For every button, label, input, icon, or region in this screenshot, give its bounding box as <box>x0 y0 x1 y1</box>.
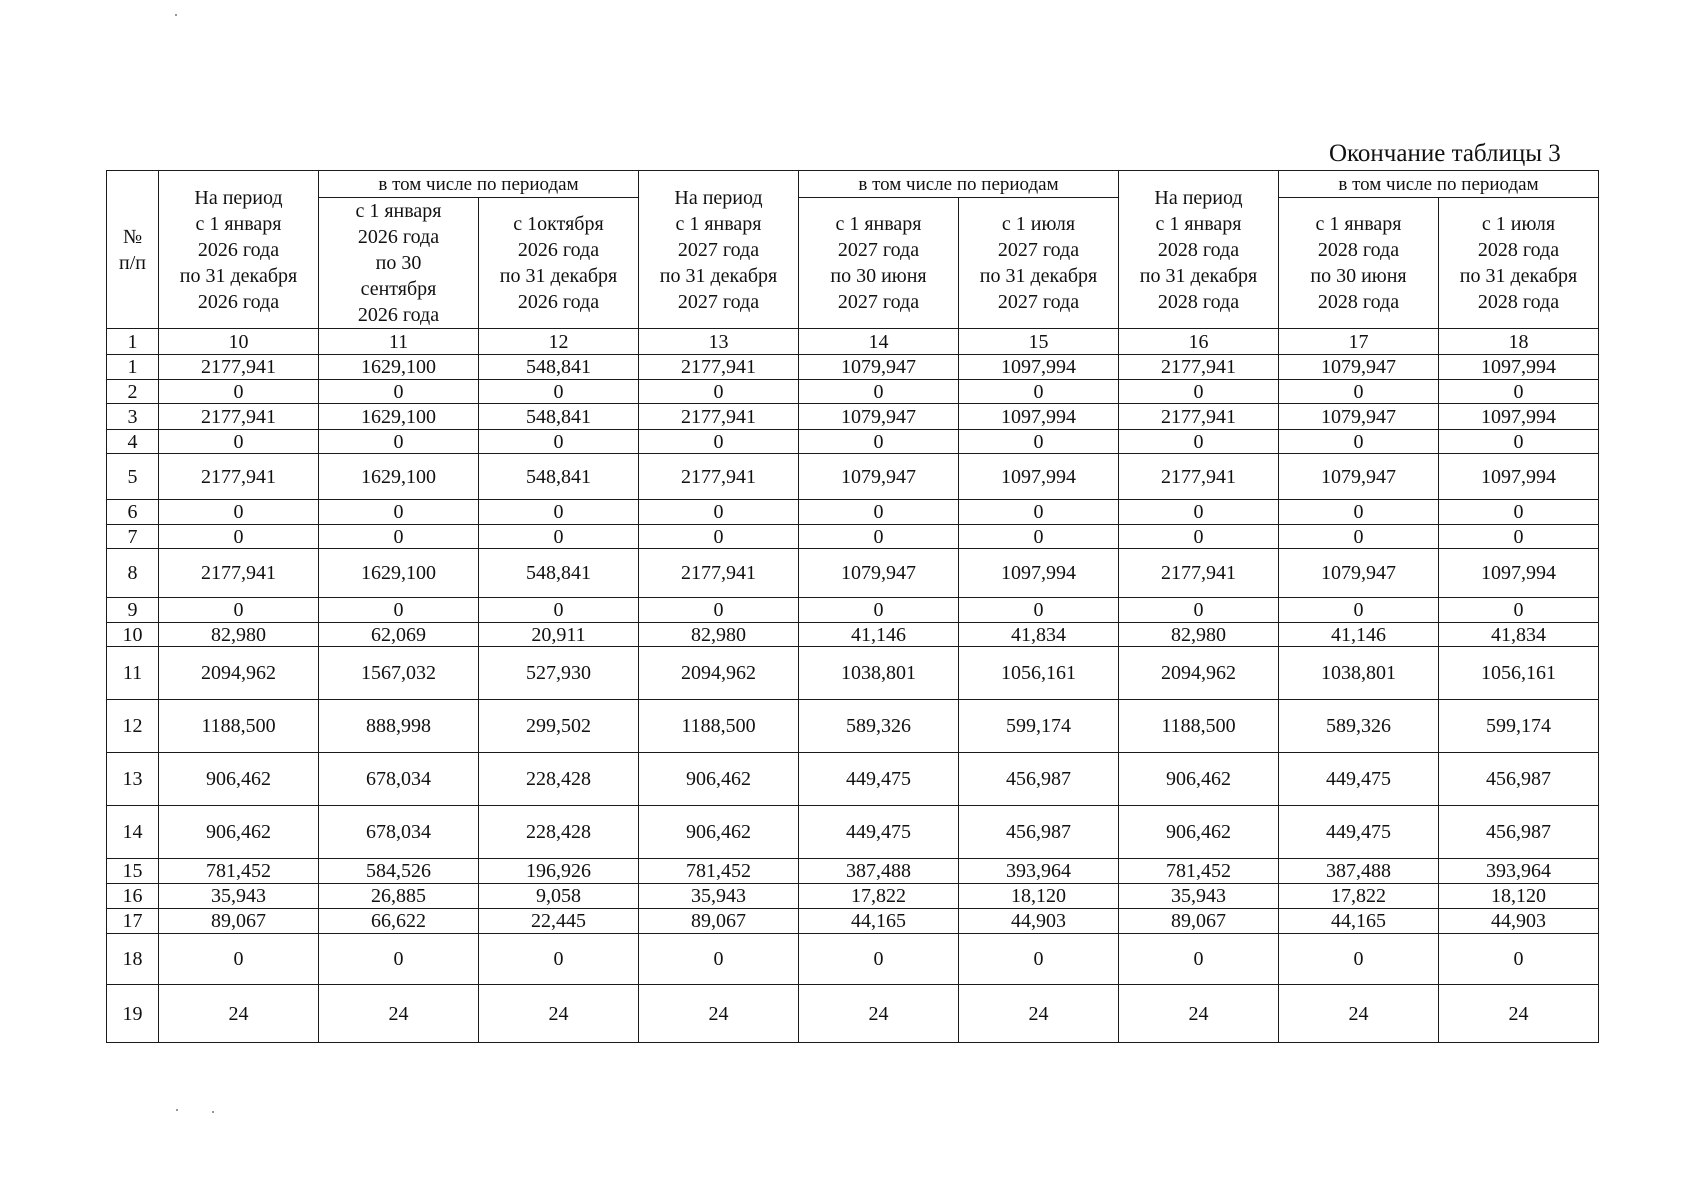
column-number: 10 <box>159 329 319 355</box>
header-subperiods-2026: в том числе по периодам <box>319 171 639 198</box>
value-cell: 20,911 <box>479 623 639 647</box>
table-row <box>107 859 1599 884</box>
value-cell: 906,462 <box>639 753 799 806</box>
value-cell: 589,326 <box>1279 700 1439 753</box>
value-cell: 0 <box>159 934 319 985</box>
row-number-cell: 9 <box>107 598 159 623</box>
value-cell: 0 <box>479 934 639 985</box>
table-row <box>107 884 1599 909</box>
table-row <box>107 934 1599 985</box>
data-table-container <box>106 170 1599 1043</box>
value-cell: 0 <box>1119 380 1279 404</box>
table-row <box>107 500 1599 525</box>
value-cell: 1056,161 <box>1439 647 1599 700</box>
value-cell: 228,428 <box>479 753 639 806</box>
value-cell: 0 <box>319 934 479 985</box>
value-cell: 548,841 <box>479 454 639 500</box>
value-cell: 456,987 <box>1439 753 1599 806</box>
value-cell: 1038,801 <box>799 647 959 700</box>
table-body <box>107 355 1599 1043</box>
value-cell: 0 <box>799 934 959 985</box>
value-cell: 1567,032 <box>319 647 479 700</box>
value-cell: 589,326 <box>799 700 959 753</box>
value-cell: 44,903 <box>959 909 1119 934</box>
value-cell: 0 <box>159 525 319 549</box>
value-cell: 62,069 <box>319 623 479 647</box>
value-cell: 24 <box>1119 985 1279 1043</box>
value-cell: 678,034 <box>319 753 479 806</box>
value-cell: 449,475 <box>1279 753 1439 806</box>
value-cell: 0 <box>959 934 1119 985</box>
value-cell: 26,885 <box>319 884 479 909</box>
column-number: 1 <box>107 329 159 355</box>
value-cell: 456,987 <box>959 806 1119 859</box>
value-cell: 1079,947 <box>1279 549 1439 598</box>
value-cell: 599,174 <box>959 700 1119 753</box>
value-cell: 35,943 <box>1119 884 1279 909</box>
value-cell: 387,488 <box>799 859 959 884</box>
column-number: 17 <box>1279 329 1439 355</box>
row-number-cell: 14 <box>107 806 159 859</box>
row-number-cell: 3 <box>107 404 159 430</box>
scan-speck <box>176 1109 178 1111</box>
value-cell: 89,067 <box>159 909 319 934</box>
value-cell: 0 <box>639 598 799 623</box>
value-cell: 0 <box>159 430 319 454</box>
row-number-cell: 18 <box>107 934 159 985</box>
value-cell: 0 <box>959 430 1119 454</box>
row-number-cell: 5 <box>107 454 159 500</box>
value-cell: 2177,941 <box>159 355 319 380</box>
value-cell: 1188,500 <box>639 700 799 753</box>
row-number-cell: 19 <box>107 985 159 1043</box>
value-cell: 584,526 <box>319 859 479 884</box>
value-cell: 2177,941 <box>159 454 319 500</box>
row-number-cell: 1 <box>107 355 159 380</box>
value-cell: 17,822 <box>799 884 959 909</box>
value-cell: 0 <box>1119 598 1279 623</box>
value-cell: 24 <box>959 985 1119 1043</box>
scan-speck <box>212 1111 214 1113</box>
value-cell: 0 <box>639 380 799 404</box>
value-cell: 0 <box>1119 500 1279 525</box>
value-cell: 44,165 <box>799 909 959 934</box>
value-cell: 1079,947 <box>799 549 959 598</box>
value-cell: 1079,947 <box>1279 404 1439 430</box>
value-cell: 0 <box>639 525 799 549</box>
value-cell: 906,462 <box>159 753 319 806</box>
value-cell: 0 <box>319 430 479 454</box>
value-cell: 0 <box>1279 598 1439 623</box>
value-cell: 1629,100 <box>319 355 479 380</box>
header-2027-h2: с 1 июля 2027 года по 31 декабря 2027 года <box>959 198 1119 329</box>
table-row <box>107 525 1599 549</box>
data-table <box>106 170 1599 1043</box>
value-cell: 1188,500 <box>1119 700 1279 753</box>
value-cell: 0 <box>639 934 799 985</box>
value-cell: 781,452 <box>1119 859 1279 884</box>
value-cell: 548,841 <box>479 549 639 598</box>
value-cell: 0 <box>1439 525 1599 549</box>
row-number-cell: 15 <box>107 859 159 884</box>
value-cell: 888,998 <box>319 700 479 753</box>
value-cell: 387,488 <box>1279 859 1439 884</box>
header-period-2028: На период с 1 января 2028 года по 31 декабря 2028 года <box>1119 171 1279 329</box>
table-row <box>107 430 1599 454</box>
row-number-cell: 4 <box>107 430 159 454</box>
value-cell: 1079,947 <box>799 355 959 380</box>
value-cell: 0 <box>159 598 319 623</box>
value-cell: 0 <box>319 500 479 525</box>
value-cell: 599,174 <box>1439 700 1599 753</box>
value-cell: 0 <box>159 500 319 525</box>
value-cell: 0 <box>159 380 319 404</box>
value-cell: 24 <box>319 985 479 1043</box>
value-cell: 527,930 <box>479 647 639 700</box>
value-cell: 456,987 <box>959 753 1119 806</box>
value-cell: 1629,100 <box>319 454 479 500</box>
value-cell: 548,841 <box>479 404 639 430</box>
header-2026-q1-q3: с 1 января 2026 года по 30 сентября 2026 года <box>319 198 479 329</box>
row-number-cell: 12 <box>107 700 159 753</box>
value-cell: 393,964 <box>1439 859 1599 884</box>
value-cell: 2177,941 <box>159 549 319 598</box>
value-cell: 1097,994 <box>1439 355 1599 380</box>
header-subperiods-2027: в том числе по периодам <box>799 171 1119 198</box>
value-cell: 1079,947 <box>1279 355 1439 380</box>
table-row <box>107 623 1599 647</box>
row-number-cell: 13 <box>107 753 159 806</box>
value-cell: 0 <box>639 430 799 454</box>
value-cell: 0 <box>1119 934 1279 985</box>
value-cell: 0 <box>799 598 959 623</box>
value-cell: 0 <box>959 500 1119 525</box>
table-row <box>107 647 1599 700</box>
value-cell: 0 <box>799 525 959 549</box>
header-period-2026: На период с 1 января 2026 года по 31 декабря 2026 года <box>159 171 319 329</box>
value-cell: 781,452 <box>639 859 799 884</box>
value-cell: 41,834 <box>959 623 1119 647</box>
value-cell: 24 <box>1279 985 1439 1043</box>
row-number-cell: 8 <box>107 549 159 598</box>
value-cell: 1097,994 <box>1439 454 1599 500</box>
value-cell: 1079,947 <box>799 404 959 430</box>
value-cell: 228,428 <box>479 806 639 859</box>
value-cell: 0 <box>1439 598 1599 623</box>
value-cell: 0 <box>479 500 639 525</box>
value-cell: 35,943 <box>639 884 799 909</box>
value-cell: 548,841 <box>479 355 639 380</box>
table-row <box>107 909 1599 934</box>
table-row <box>107 380 1599 404</box>
column-number: 13 <box>639 329 799 355</box>
value-cell: 2094,962 <box>1119 647 1279 700</box>
table-row <box>107 404 1599 430</box>
value-cell: 2177,941 <box>639 549 799 598</box>
value-cell: 44,903 <box>1439 909 1599 934</box>
value-cell: 0 <box>319 525 479 549</box>
value-cell: 0 <box>1439 380 1599 404</box>
table-row <box>107 985 1599 1043</box>
header-2028-h2: с 1 июля 2028 года по 31 декабря 2028 года <box>1439 198 1599 329</box>
value-cell: 1079,947 <box>1279 454 1439 500</box>
value-cell: 1097,994 <box>1439 549 1599 598</box>
table-row <box>107 700 1599 753</box>
value-cell: 906,462 <box>1119 753 1279 806</box>
value-cell: 1079,947 <box>799 454 959 500</box>
value-cell: 449,475 <box>799 806 959 859</box>
value-cell: 9,058 <box>479 884 639 909</box>
value-cell: 0 <box>1279 525 1439 549</box>
value-cell: 0 <box>1279 934 1439 985</box>
column-number: 14 <box>799 329 959 355</box>
header-2028-h1: с 1 января 2028 года по 30 июня 2028 года <box>1279 198 1439 329</box>
value-cell: 35,943 <box>159 884 319 909</box>
value-cell: 0 <box>959 525 1119 549</box>
value-cell: 299,502 <box>479 700 639 753</box>
value-cell: 17,822 <box>1279 884 1439 909</box>
row-number-cell: 10 <box>107 623 159 647</box>
value-cell: 0 <box>479 598 639 623</box>
value-cell: 24 <box>159 985 319 1043</box>
value-cell: 0 <box>1279 500 1439 525</box>
value-cell: 196,926 <box>479 859 639 884</box>
row-number-cell: 6 <box>107 500 159 525</box>
value-cell: 1629,100 <box>319 549 479 598</box>
value-cell: 2094,962 <box>159 647 319 700</box>
header-period-2027: На период с 1 января 2027 года по 31 декабря 2027 года <box>639 171 799 329</box>
table-row <box>107 454 1599 500</box>
column-number: 16 <box>1119 329 1279 355</box>
value-cell: 82,980 <box>159 623 319 647</box>
value-cell: 24 <box>799 985 959 1043</box>
value-cell: 0 <box>1439 500 1599 525</box>
header-num: № п/п <box>107 171 159 329</box>
header-2026-q4: с 1октября 2026 года по 31 декабря 2026 года <box>479 198 639 329</box>
value-cell: 0 <box>1439 430 1599 454</box>
value-cell: 781,452 <box>159 859 319 884</box>
table-row <box>107 806 1599 859</box>
value-cell: 0 <box>639 500 799 525</box>
table-row <box>107 598 1599 623</box>
value-cell: 41,146 <box>1279 623 1439 647</box>
value-cell: 2177,941 <box>1119 549 1279 598</box>
value-cell: 0 <box>1119 525 1279 549</box>
row-number-cell: 7 <box>107 525 159 549</box>
value-cell: 0 <box>1119 430 1279 454</box>
value-cell: 906,462 <box>159 806 319 859</box>
value-cell: 0 <box>799 430 959 454</box>
column-number: 11 <box>319 329 479 355</box>
scan-speck <box>175 14 177 16</box>
value-cell: 2094,962 <box>639 647 799 700</box>
table-row <box>107 355 1599 380</box>
value-cell: 41,146 <box>799 623 959 647</box>
value-cell: 2177,941 <box>639 454 799 500</box>
value-cell: 1097,994 <box>959 549 1119 598</box>
header-subperiods-2028: в том числе по периодам <box>1279 171 1599 198</box>
value-cell: 0 <box>959 380 1119 404</box>
value-cell: 82,980 <box>1119 623 1279 647</box>
value-cell: 24 <box>1439 985 1599 1043</box>
table-row <box>107 753 1599 806</box>
value-cell: 41,834 <box>1439 623 1599 647</box>
value-cell: 2177,941 <box>639 404 799 430</box>
value-cell: 0 <box>799 500 959 525</box>
value-cell: 18,120 <box>1439 884 1599 909</box>
value-cell: 2177,941 <box>639 355 799 380</box>
value-cell: 1188,500 <box>159 700 319 753</box>
value-cell: 1629,100 <box>319 404 479 430</box>
value-cell: 0 <box>799 380 959 404</box>
row-number-cell: 2 <box>107 380 159 404</box>
value-cell: 0 <box>319 380 479 404</box>
value-cell: 2177,941 <box>1119 404 1279 430</box>
value-cell: 2177,941 <box>159 404 319 430</box>
value-cell: 0 <box>319 598 479 623</box>
column-number: 18 <box>1439 329 1599 355</box>
value-cell: 456,987 <box>1439 806 1599 859</box>
row-number-cell: 17 <box>107 909 159 934</box>
value-cell: 1097,994 <box>959 454 1119 500</box>
value-cell: 0 <box>1279 430 1439 454</box>
value-cell: 449,475 <box>799 753 959 806</box>
column-numbers-row <box>107 329 1599 355</box>
value-cell: 2177,941 <box>1119 355 1279 380</box>
column-number: 12 <box>479 329 639 355</box>
value-cell: 18,120 <box>959 884 1119 909</box>
value-cell: 44,165 <box>1279 909 1439 934</box>
row-number-cell: 11 <box>107 647 159 700</box>
value-cell: 449,475 <box>1279 806 1439 859</box>
value-cell: 0 <box>479 380 639 404</box>
value-cell: 393,964 <box>959 859 1119 884</box>
value-cell: 24 <box>479 985 639 1043</box>
value-cell: 906,462 <box>1119 806 1279 859</box>
value-cell: 66,622 <box>319 909 479 934</box>
table-row <box>107 549 1599 598</box>
value-cell: 906,462 <box>639 806 799 859</box>
value-cell: 678,034 <box>319 806 479 859</box>
value-cell: 82,980 <box>639 623 799 647</box>
value-cell: 1038,801 <box>1279 647 1439 700</box>
value-cell: 1097,994 <box>959 355 1119 380</box>
table-caption: Окончание таблицы 3 <box>1329 140 1561 167</box>
column-number: 15 <box>959 329 1119 355</box>
header-2027-h1: с 1 января 2027 года по 30 июня 2027 года <box>799 198 959 329</box>
value-cell: 2177,941 <box>1119 454 1279 500</box>
value-cell: 0 <box>1439 934 1599 985</box>
value-cell: 0 <box>1279 380 1439 404</box>
value-cell: 89,067 <box>639 909 799 934</box>
value-cell: 22,445 <box>479 909 639 934</box>
value-cell: 0 <box>479 525 639 549</box>
value-cell: 24 <box>639 985 799 1043</box>
row-number-cell: 16 <box>107 884 159 909</box>
value-cell: 1097,994 <box>1439 404 1599 430</box>
value-cell: 89,067 <box>1119 909 1279 934</box>
value-cell: 1056,161 <box>959 647 1119 700</box>
value-cell: 0 <box>959 598 1119 623</box>
value-cell: 1097,994 <box>959 404 1119 430</box>
value-cell: 0 <box>479 430 639 454</box>
